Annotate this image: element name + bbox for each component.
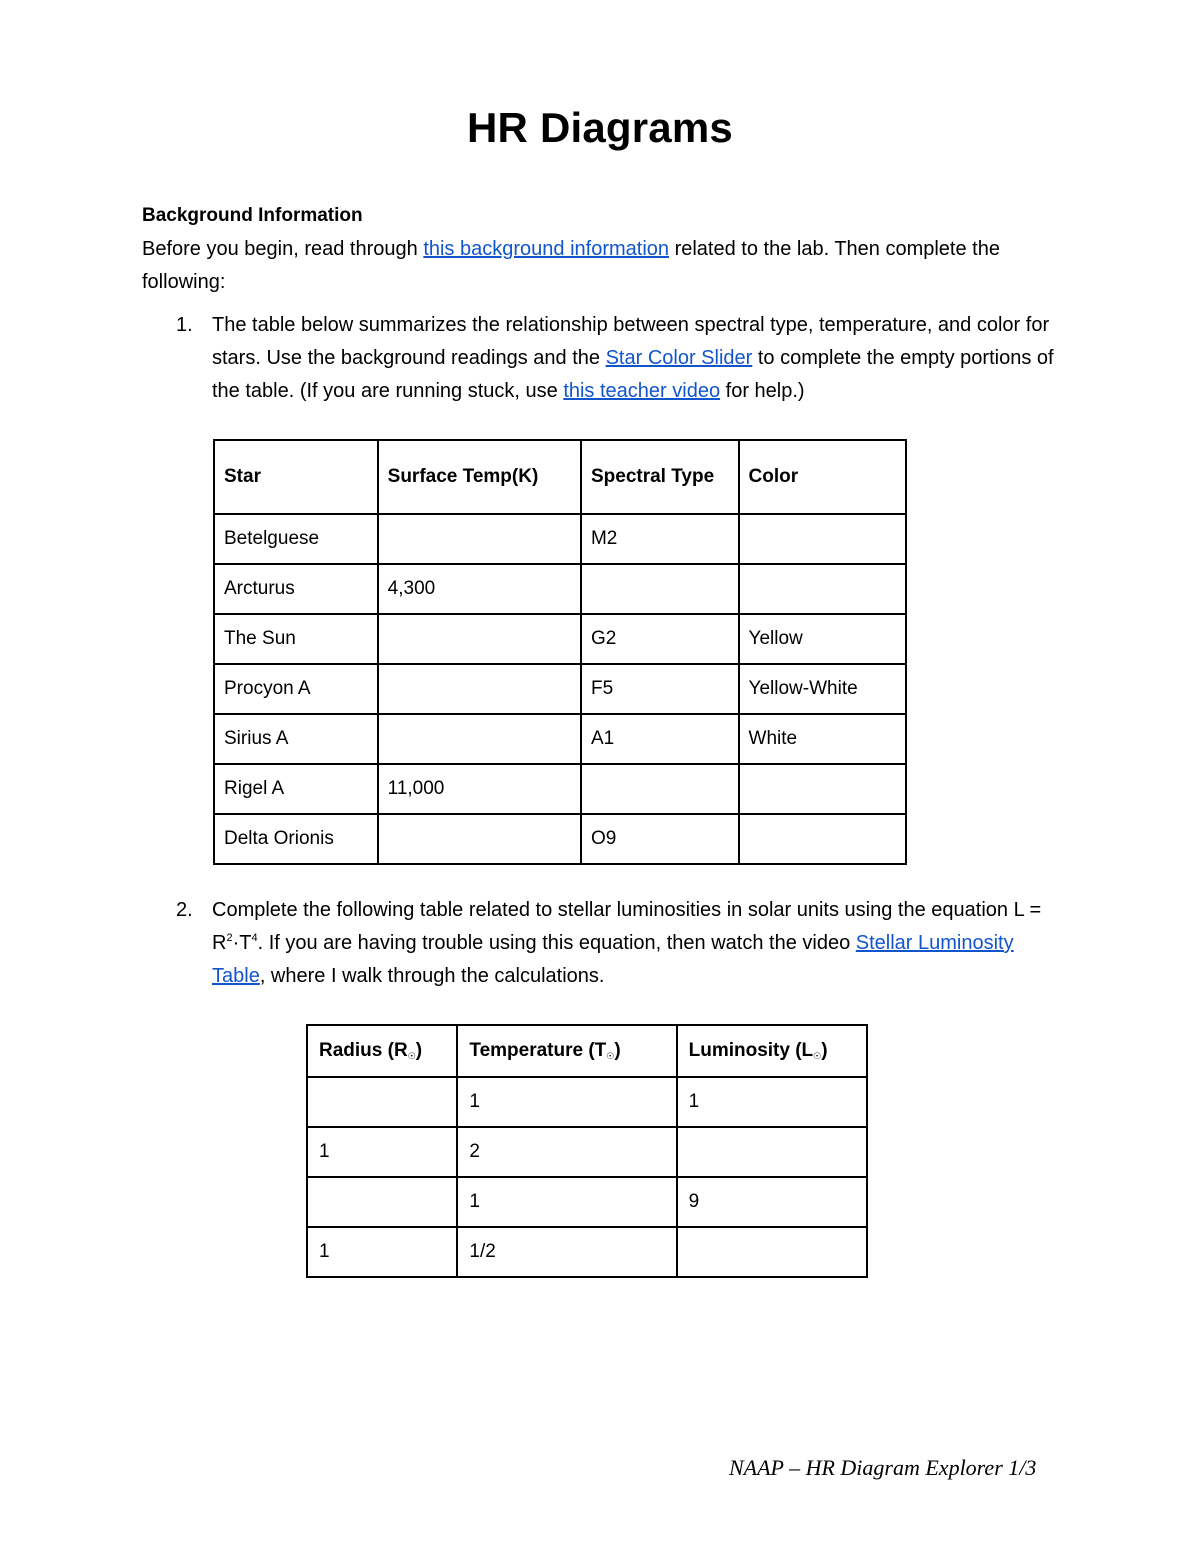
table-cell: 1: [457, 1077, 676, 1127]
table-cell: 1: [677, 1077, 867, 1127]
q1-text-a: The table below summarizes the relationship between spectral type, temperature, and color for stars. Use the background readings and the: [212, 314, 1050, 369]
table-cell: Yellow-White: [739, 664, 906, 714]
table-row: [307, 1077, 867, 1127]
header-paren: ): [415, 1040, 423, 1061]
column-header-surface-temp: Surface Temp(K): [378, 440, 581, 514]
table-cell: 4,300: [378, 564, 581, 614]
table-cell: [378, 614, 581, 664]
q1-text-b: to complete the empty portions of the table. (If you are running stuck, use: [212, 347, 1054, 402]
table-cell: 1/2: [457, 1227, 676, 1277]
table-cell: [581, 564, 739, 614]
question-2-text: [212, 894, 1057, 993]
table-cell: Sirius A: [214, 714, 378, 764]
section-heading: Background Information: [142, 205, 363, 226]
table-row: [214, 664, 906, 714]
table-cell: 11,000: [378, 764, 581, 814]
header-paren: ): [614, 1040, 621, 1061]
star-table: [213, 439, 907, 865]
luminosity-table-header: [307, 1025, 867, 1077]
table-row: [307, 1227, 867, 1277]
table-cell: [739, 764, 906, 814]
intro-paragraph: [142, 233, 1052, 299]
table-cell: [739, 814, 906, 864]
table-header-row: [214, 440, 906, 514]
table-cell: [739, 514, 906, 564]
star-color-slider-link[interactable]: Star Color Slider: [605, 347, 753, 369]
table-cell: A1: [581, 714, 739, 764]
column-header-luminosity: [677, 1025, 867, 1077]
sun-symbol: ☉: [606, 1051, 615, 1061]
background-info-link[interactable]: this background information: [423, 238, 670, 260]
table-cell: [378, 514, 581, 564]
header-text: Temperature (T: [469, 1040, 607, 1061]
table-row: [214, 614, 906, 664]
multiply-dot: ·: [232, 932, 240, 954]
stellar-luminosity-table-link[interactable]: Stellar Luminosity Table: [212, 932, 1014, 987]
header-text: Luminosity (L: [688, 1040, 814, 1061]
sun-symbol: ☉: [813, 1051, 822, 1061]
table-cell: Arcturus: [214, 564, 378, 614]
table-cell: Betelguese: [214, 514, 378, 564]
table-cell: 1: [307, 1127, 457, 1177]
column-header-temperature: [457, 1025, 676, 1077]
table-cell: [581, 764, 739, 814]
intro-text-before: Before you begin, read through: [142, 238, 424, 260]
table-cell: Procyon A: [214, 664, 378, 714]
table-cell: G2: [581, 614, 739, 664]
table-row: [214, 814, 906, 864]
table-cell: Yellow: [739, 614, 906, 664]
q2-text-c: , where I walk through the calculations.: [259, 965, 605, 987]
table-row: [307, 1127, 867, 1177]
table-row: [214, 514, 906, 564]
table-cell: [378, 714, 581, 764]
table-header-row: [307, 1025, 867, 1077]
temperature-symbol: T: [239, 932, 252, 954]
q2-text-b: . If you are having trouble using this equation, then watch the video: [257, 932, 856, 954]
column-header-star: Star: [214, 440, 378, 514]
column-header-color: Color: [739, 440, 906, 514]
table-cell: O9: [581, 814, 739, 864]
page-footer: NAAP – HR Diagram Explorer 1/3: [729, 1455, 1037, 1480]
table-cell: 9: [677, 1177, 867, 1227]
question-1-number: 1.: [176, 314, 193, 336]
question-2-number: 2.: [176, 899, 193, 921]
table-cell: F5: [581, 664, 739, 714]
header-text: Radius (R: [319, 1040, 408, 1061]
teacher-video-link[interactable]: this teacher video: [563, 380, 721, 402]
table-row: [307, 1177, 867, 1227]
question-1-text: [212, 309, 1057, 408]
table-cell: Delta Orionis: [214, 814, 378, 864]
table-row: [214, 764, 906, 814]
sun-symbol: ☉: [407, 1051, 416, 1061]
table-cell: White: [739, 714, 906, 764]
table-row: [214, 714, 906, 764]
table-cell: 1: [457, 1177, 676, 1227]
star-table-header: [214, 440, 906, 514]
table-cell: [739, 564, 906, 614]
table-cell: [378, 664, 581, 714]
table-cell: [677, 1127, 867, 1177]
page-title: HR Diagrams: [467, 104, 733, 151]
table-cell: [307, 1077, 457, 1127]
table-cell: [677, 1227, 867, 1277]
table-cell: 2: [457, 1127, 676, 1177]
table-cell: [378, 814, 581, 864]
table-cell: 1: [307, 1227, 457, 1277]
column-header-radius: [307, 1025, 457, 1077]
table-cell: Rigel A: [214, 764, 378, 814]
table-cell: [307, 1177, 457, 1227]
table-cell: The Sun: [214, 614, 378, 664]
q1-text-c: for help.): [720, 380, 805, 402]
exponent-2: 2: [226, 932, 233, 944]
column-header-spectral-type: Spectral Type: [581, 440, 739, 514]
exponent-4: 4: [251, 932, 258, 944]
table-row: [214, 564, 906, 614]
intro-text-after: related to the lab. Then complete the following:: [142, 238, 1000, 293]
table-cell: M2: [581, 514, 739, 564]
q2-text-a: Complete the following table related to stellar luminosities in solar units using the equation L = R: [212, 899, 1042, 954]
header-paren: ): [821, 1040, 828, 1061]
luminosity-table: [306, 1024, 868, 1278]
